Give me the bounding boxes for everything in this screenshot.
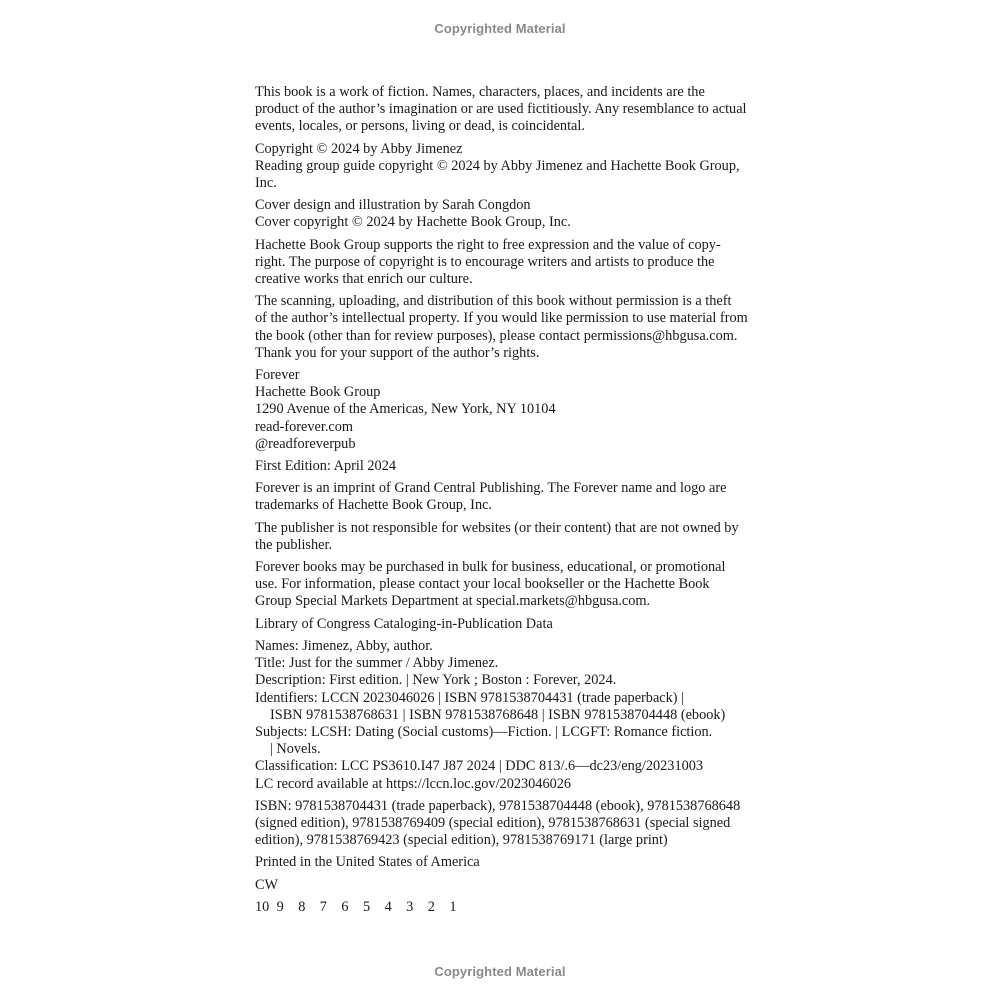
- text-line: LC record available at https://lccn.loc.gov/2023046026: [255, 775, 572, 792]
- text-line: Forever: [255, 367, 300, 384]
- text-line: Hachette Book Group: [255, 384, 381, 401]
- text-line: creative works that enrich our culture.: [255, 271, 473, 288]
- isbn-list: [255, 798, 755, 850]
- text-line: (signed edition), 9781538769409 (special edition), 9781538768631 (special signed: [255, 814, 731, 831]
- text-line: events, locales, or persons, living or dead, is coincidental.: [255, 118, 585, 135]
- text-line: the publisher.: [255, 536, 333, 553]
- imprint-statement: [255, 480, 755, 514]
- print-number: 4: [384, 898, 392, 915]
- permissions-statement: [255, 293, 755, 362]
- text-line: edition), 9781538769423 (special edition), 9781538769171 (large print): [255, 832, 668, 849]
- text-line: Forever is an imprint of Grand Central Publishing. The Forever name and logo are: [255, 480, 727, 497]
- text-line: @readforeverpub: [255, 435, 356, 452]
- print-number: 5: [362, 898, 371, 915]
- print-number: 3: [406, 898, 414, 915]
- text-line: Forever books may be purchased in bulk for business, educational, or promotional: [255, 559, 726, 576]
- printer-code: [255, 877, 755, 894]
- text-line: First Edition: April 2024: [255, 458, 396, 475]
- text-line: Cover copyright © 2024 by Hachette Book Group, Inc.: [255, 214, 571, 231]
- free-expression-statement: [255, 237, 755, 289]
- text-line: Description: First edition. | New York ; Boston : Forever, 2024.: [255, 672, 617, 689]
- text-line: Reading group guide copyright © 2024 by Abby Jimenez and Hachette Book Group,: [255, 157, 740, 174]
- text-line: ISBN: 9781538704431 (trade paperback), 9781538704448 (ebook), 9781538768648: [255, 797, 741, 814]
- text-line: | Novels.: [270, 741, 321, 758]
- text-line: 1290 Avenue of the Americas, New York, NY 10104: [255, 401, 556, 418]
- text-line: right. The purpose of copyright is to encourage writers and artists to produce the: [255, 253, 715, 270]
- text-line: Classification: LCC PS3610.I47 J87 2024 | DDC 813/.6—dc23/eng/20231003: [255, 758, 704, 775]
- printed-in: [255, 854, 755, 871]
- website-disclaimer: [255, 520, 755, 554]
- copyright-page-content: [255, 84, 755, 916]
- print-line: [255, 899, 755, 916]
- text-line: product of the author’s imagination or are used fictitiously. Any resemblance to actual: [255, 101, 747, 118]
- copyright-notice: [255, 141, 755, 193]
- cover-credits: [255, 197, 755, 231]
- text-line: The publisher is not responsible for websites (or their content) that are not owned by: [255, 519, 739, 536]
- text-line: Printed in the United States of America: [255, 854, 480, 871]
- bulk-purchase-info: [255, 559, 755, 611]
- text-line: Cover design and illustration by Sarah Congdon: [255, 197, 531, 214]
- print-number: 9: [276, 898, 284, 915]
- text-line: Hachette Book Group supports the right to free expression and the value of copy-: [255, 236, 721, 253]
- edition: [255, 458, 755, 475]
- text-line: trademarks of Hachette Book Group, Inc.: [255, 497, 493, 514]
- print-number: 1: [449, 898, 457, 915]
- print-number: 2: [427, 898, 435, 915]
- watermark-bottom: Copyrighted Material: [434, 964, 566, 979]
- text-line: Group Special Markets Department at special.markets@hbgusa.com.: [255, 593, 651, 610]
- cip-heading: [255, 616, 755, 633]
- text-line: CW: [255, 876, 279, 893]
- print-number: 6: [341, 898, 349, 915]
- text-line: Copyright © 2024 by Abby Jimenez: [255, 140, 463, 157]
- cip-record: [255, 638, 755, 793]
- text-line: Thank you for your support of the author’s rights.: [255, 344, 540, 361]
- watermark-top: Copyrighted Material: [434, 21, 566, 36]
- text-line: of the author’s intellectual property. If you would like permission to use material from: [255, 310, 748, 327]
- text-line: Subjects: LCSH: Dating (Social customs)—Fiction. | LCGFT: Romance fiction.: [255, 723, 713, 740]
- text-line: Identifiers: LCCN 2023046026 | ISBN 9781538704431 (trade paperback) |: [255, 689, 684, 706]
- print-number: 7: [319, 898, 327, 915]
- text-line: read-forever.com: [255, 418, 354, 435]
- print-number: 10: [255, 898, 270, 915]
- text-line: use. For information, please contact your local bookseller or the Hachette Book: [255, 576, 710, 593]
- text-line: The scanning, uploading, and distribution of this book without permission is a theft: [255, 293, 732, 310]
- text-line: Names: Jimenez, Abby, author.: [255, 637, 433, 654]
- print-number: 8: [298, 898, 306, 915]
- publisher-address: [255, 367, 755, 453]
- text-line: the book (other than for review purposes), please contact permissions@hbgusa.com.: [255, 327, 738, 344]
- text-line: Library of Congress Cataloging-in-Publication Data: [255, 615, 553, 632]
- text-line: This book is a work of fiction. Names, characters, places, and incidents are the: [255, 84, 705, 100]
- text-line: Title: Just for the summer / Abby Jimenez.: [255, 655, 499, 672]
- text-line: ISBN 9781538768631 | ISBN 9781538768648 | ISBN 9781538704448 (ebook): [270, 706, 726, 723]
- text-line: Inc.: [255, 175, 277, 192]
- fiction-disclaimer: [255, 84, 755, 136]
